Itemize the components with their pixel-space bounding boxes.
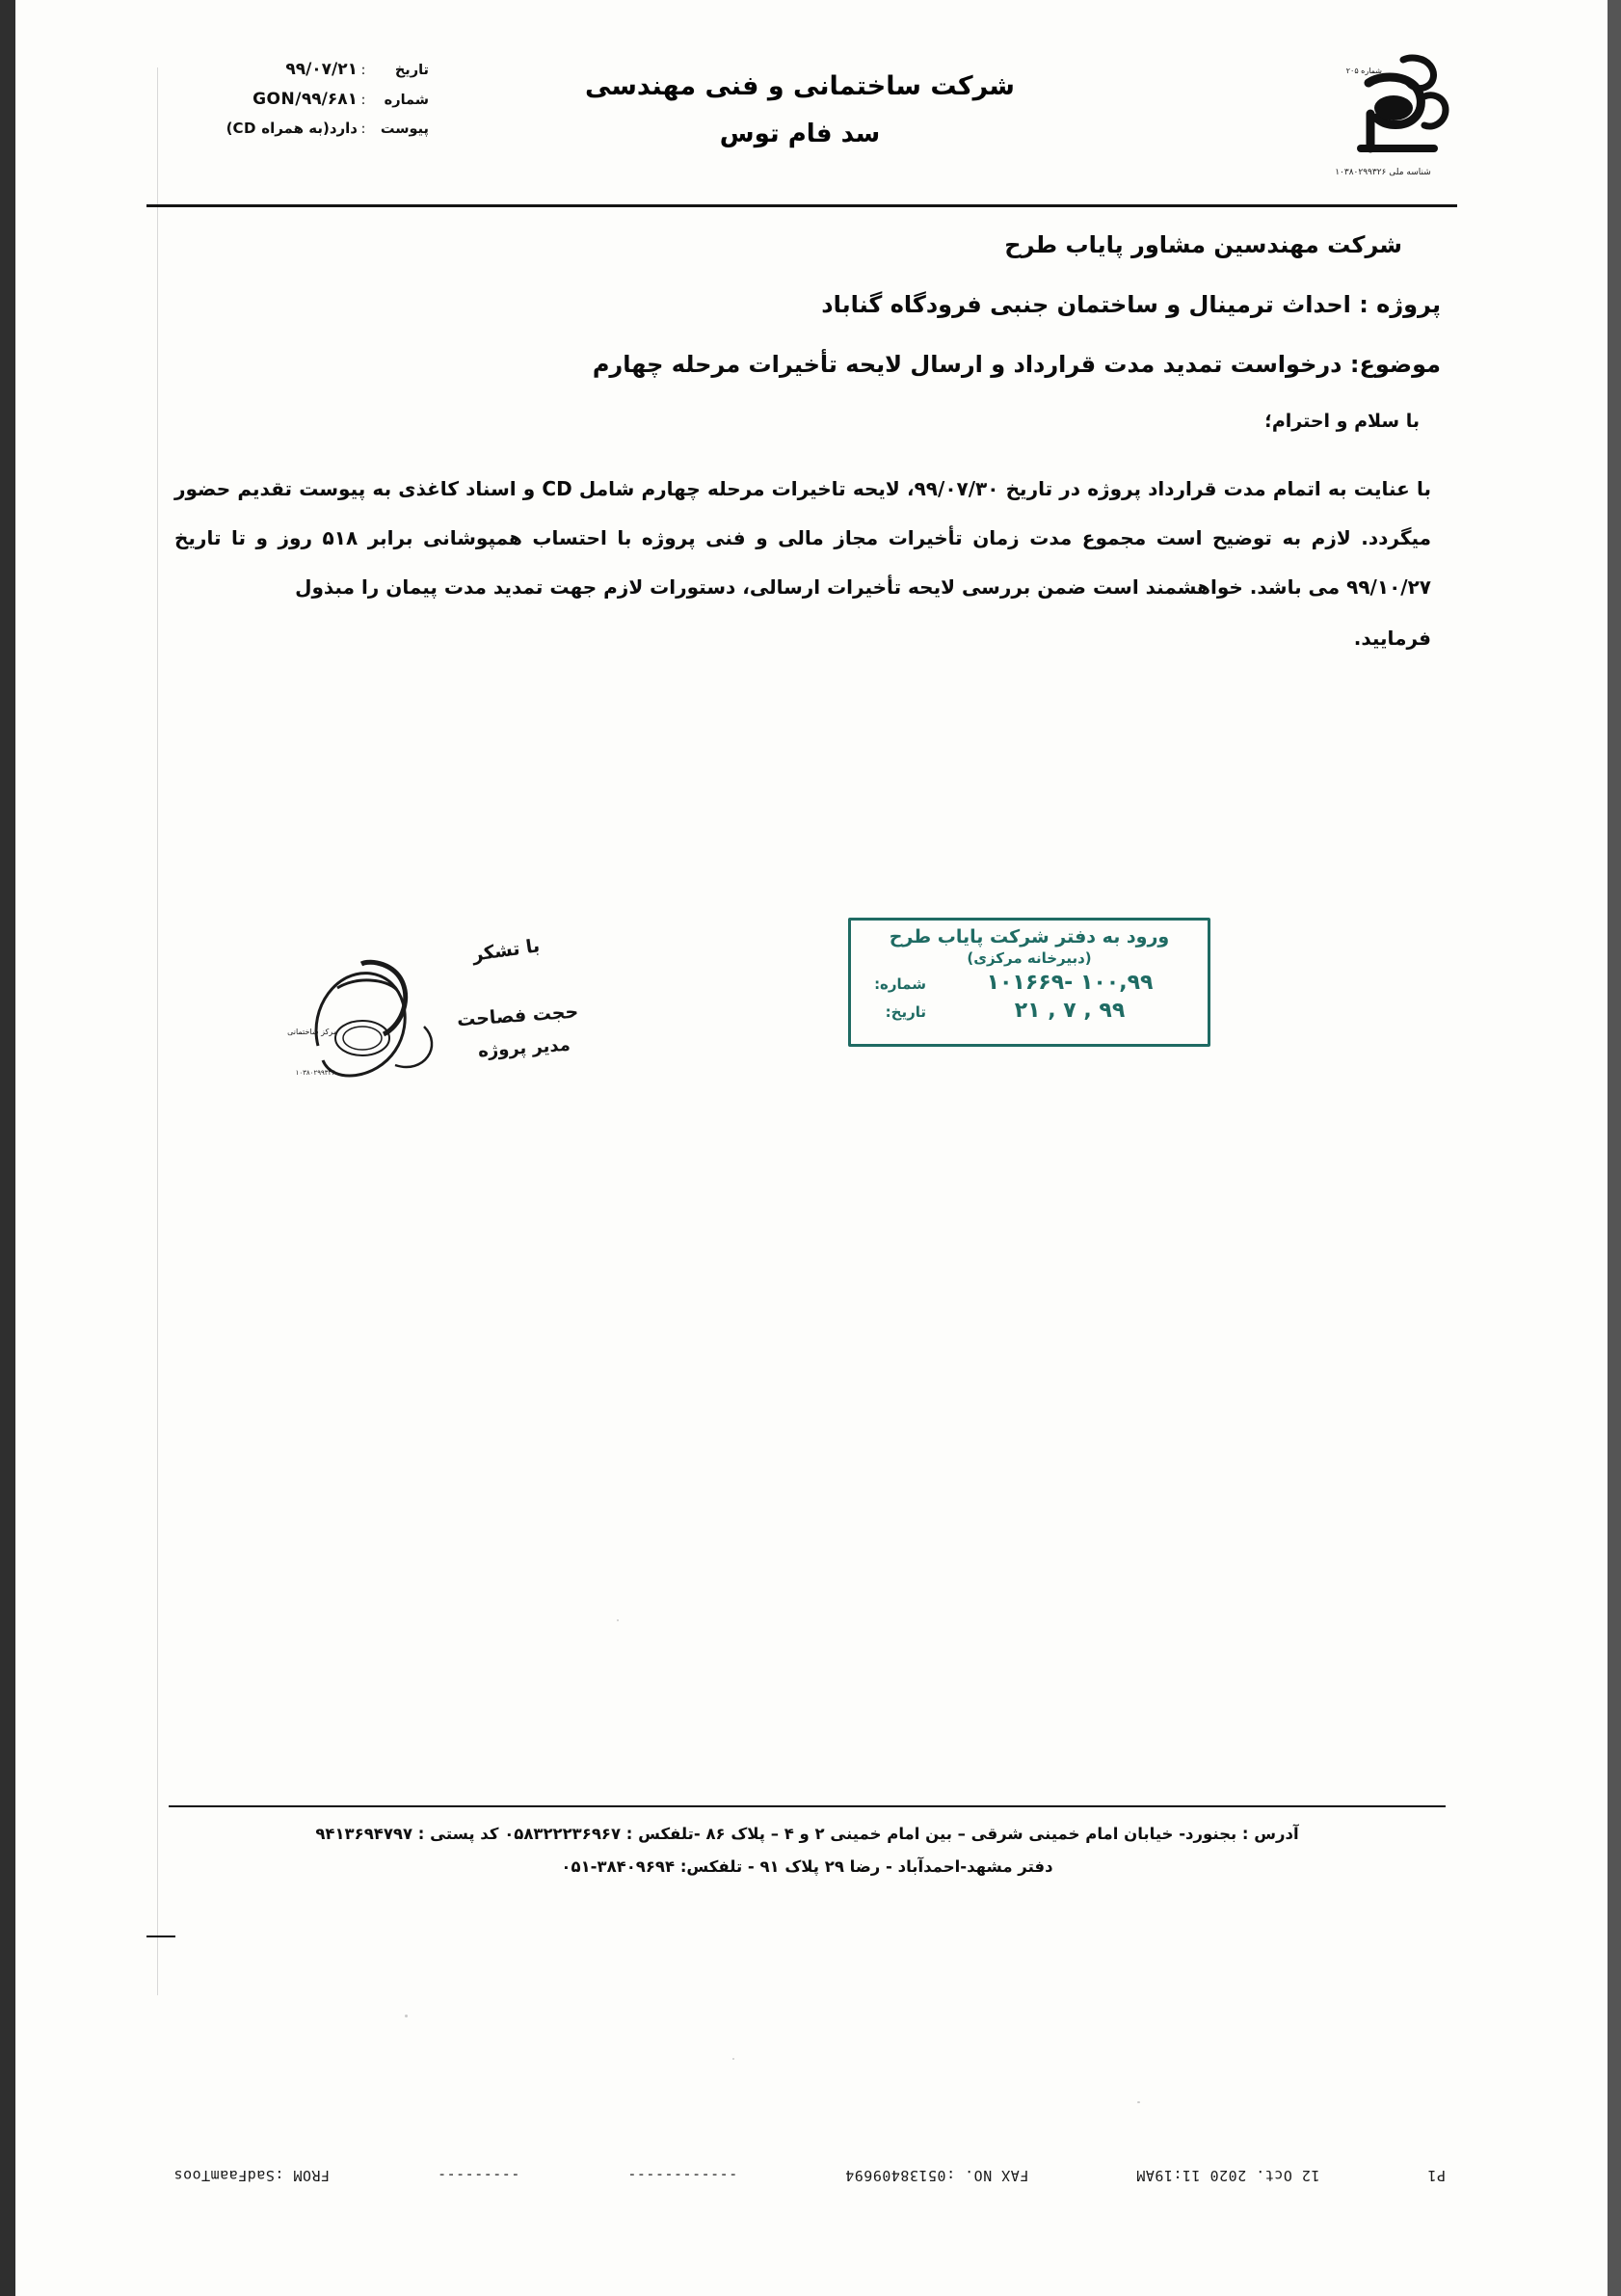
project-line: پروژه : احداث ترمینال و ساختمان جنبی فرودگاه گناباد [821,291,1441,318]
registration-stamp [848,918,1210,1047]
meta-row-date [188,60,429,79]
stamp-number-value: ۱۰۰,۹۹ -۱۰۱۶۶۹ [986,971,1154,995]
signature-block [287,935,579,1133]
letterhead [145,60,1465,177]
paper-fold-line [157,67,158,1995]
meta-value-number: GON/۹۹/۶۸۱ [252,90,358,109]
fax-page-number: P1 [1426,2167,1446,2184]
meta-label-attachment: پیوست [380,121,429,137]
logo-registration-caption: شناسه ملی ۱۰۳۸۰۲۹۹۳۲۶ [1335,168,1431,177]
fax-datetime: 12 Oct. 2020 11:19AM [1135,2167,1320,2184]
subject-line: موضوع: درخواست تمدید مدت قرارداد و ارسال لایحه تأخیرات مرحله چهارم [592,351,1441,378]
addressee: شرکت مهندسین مشاور پایاب طرح [1004,231,1402,258]
document-meta [188,60,429,147]
signature-role: مدیر پروژه [477,1034,571,1062]
handwritten-signature-icon [279,930,569,1123]
stamp-title: ورود به دفتر شرکت پایاب طرح [889,926,1170,948]
scan-speck [405,2015,408,2017]
fax-number: FAX NO. :05138409694 [844,2167,1029,2184]
scan-edge-left [0,0,15,2296]
footer-address-line1: آدرس : بجنورد- خیابان امام خمینی شرقی – بین امام خمینی ۲ و ۴ – پلاک ۸۶ -تلفکس : ۰۵۸۳۲۲۲۳۶۹۶۷ کد پستی : ۹۴۱۳۶۹۴۷۹۷ [315,1825,1299,1843]
company-name [530,62,1070,159]
meta-value-attachment: دارد(به همراه CD) [226,120,358,137]
svg-text:مرکز ساختمانی: مرکز ساختمانی [287,1028,337,1036]
fax-dashes-left: ------------ [626,2167,738,2184]
svg-text:۱۰۳۸۰۲۹۹۳۲۶: ۱۰۳۸۰۲۹۹۳۲۶ [295,1069,335,1077]
stamp-date-row [851,999,1208,1023]
meta-label-number: شماره [384,93,429,108]
signature-thanks: با تشکر [470,935,542,966]
greeting: با سلام و احترام؛ [1264,411,1420,432]
stamp-subtitle: (دبیرخانه مرکزی) [967,949,1092,967]
meta-row-number [188,90,429,109]
letter-body [169,231,1450,663]
closing-word [169,614,1450,663]
fax-dashes-right: --------- [437,2167,520,2184]
stamp-number-label: شماره: [874,975,926,993]
footer-mark [146,1936,175,1937]
header-divider [146,204,1457,207]
scan-speck [732,2058,734,2060]
scan-speck [1137,2101,1140,2103]
stamp-date-label: تاریخ: [885,1003,926,1021]
company-logo-icon [1311,54,1455,179]
company-name-line1: شرکت ساختمانی و فنی مهندسی [585,71,1015,101]
svg-text:شماره ۲۰۵: شماره ۲۰۵ [1345,67,1382,75]
meta-colon: : [360,63,366,78]
meta-value-date: ۹۹/۰۷/۲۱ [285,60,358,79]
footer-divider [169,1805,1446,1807]
scan-speck [617,1619,619,1621]
footer-address-line2: دفتر مشهد-احمدآباد - رضا ۲۹ پلاک ۹۱ - تلفکس: ۳۸۴۰۹۶۹۴-۰۵۱ [561,1856,1053,1876]
meta-colon: : [360,93,366,108]
main-paragraph: با عنایت به اتمام مدت قرارداد پروژه در تاریخ ۹۹/۰۷/۳۰، لایحه تاخیرات مرحله چهارم شامل CD و اسناد کاغذی به پیوست تقدیم حضور میگردد. لازم به توضیح است مجموع مدت زمان تأخیرات مجاز مالی و فنی پروژه با احتساب همپوشانی برابر ۵۱۸ روز و تا تاریخ ۹۹/۱۰/۲۷ می باشد. خواهشمند است ضمن بررسی لایحه تأخیرات ارسالی، دستورات لازم جهت تمدید مدت پیمان را مبذول [174,477,1432,599]
meta-label-date: تاریخ [394,63,429,78]
signature-name: حجت فصاحت [456,1001,579,1031]
fax-transmission-footer [173,2167,1446,2184]
meta-colon: : [360,121,366,137]
stamp-date-value: ۹۹ , ۷ , ۲۱ [1014,999,1126,1023]
closing-text: فرمایید. [1353,627,1431,650]
scan-edge-right [1608,0,1621,2296]
company-name-line2: سد فام توس [719,120,881,149]
stamp-number-row [851,971,1208,995]
meta-row-attachment [188,120,429,137]
fax-sender: FROM :SadFaamToos [173,2167,331,2184]
footer [169,1818,1446,1883]
